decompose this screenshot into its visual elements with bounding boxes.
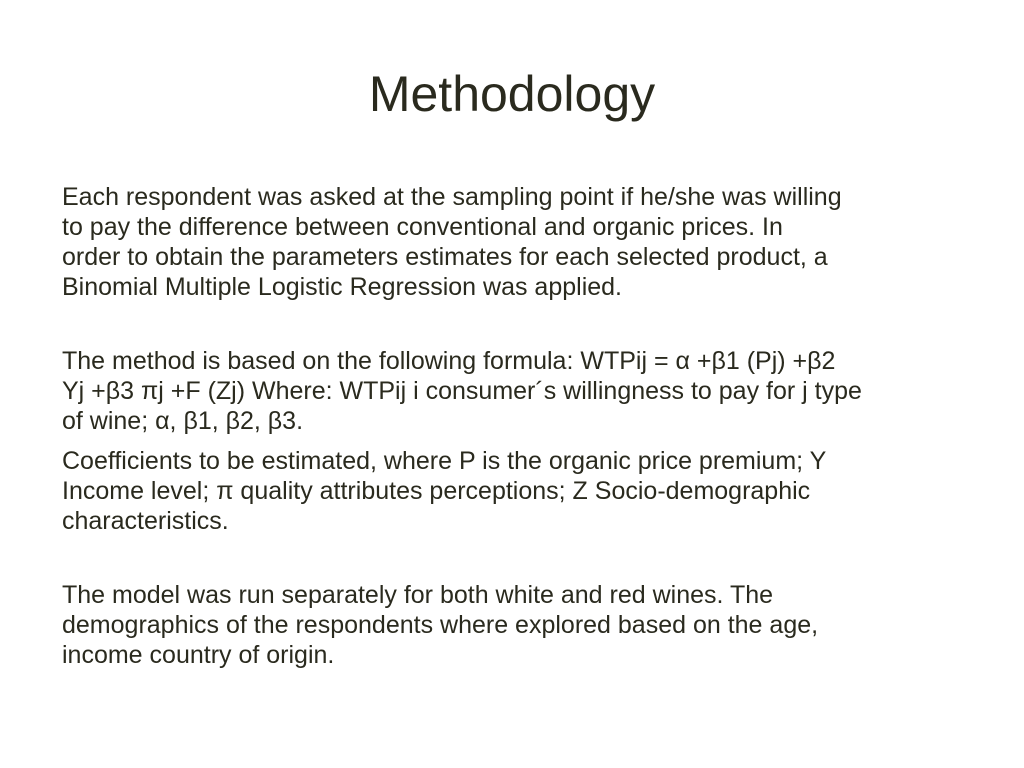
text-line: demographics of the respondents where explored based on the age, xyxy=(62,611,819,639)
text-line: The model was run separately for both white and red wines. The xyxy=(62,581,774,609)
text-line: characteristics. xyxy=(62,507,229,535)
text-line: Coefficients to be estimated, where P is the organic price premium; Y xyxy=(62,447,827,475)
paragraph-formula xyxy=(62,346,967,436)
text-line: Binomial Multiple Logistic Regression was applied. xyxy=(62,273,622,301)
text-line: Income level; π quality attributes perceptions; Z Socio-demographic xyxy=(62,477,811,505)
slide-body xyxy=(62,182,967,670)
text-line: The method is based on the following formula: WTPij = α +β1 (Pj) +β2 xyxy=(62,347,836,375)
text-line: income country of origin. xyxy=(62,641,335,669)
text-line: order to obtain the parameters estimates for each selected product, a xyxy=(62,243,828,271)
slide-title: Methodology xyxy=(368,66,656,122)
paragraph-coefficients xyxy=(62,446,967,536)
paragraph-willingness-question xyxy=(62,182,967,302)
text-line: to pay the difference between conventional and organic prices. In xyxy=(62,213,783,241)
text-line: of wine; α, β1, β2, β3. xyxy=(62,407,304,435)
text-line: Each respondent was asked at the sampling point if he/she was willing xyxy=(62,183,842,211)
text-line: Yj +β3 πj +F (Zj) Where: WTPij i consumer´s willingness to pay for j type xyxy=(62,377,862,405)
paragraph-model-runs xyxy=(62,580,967,670)
